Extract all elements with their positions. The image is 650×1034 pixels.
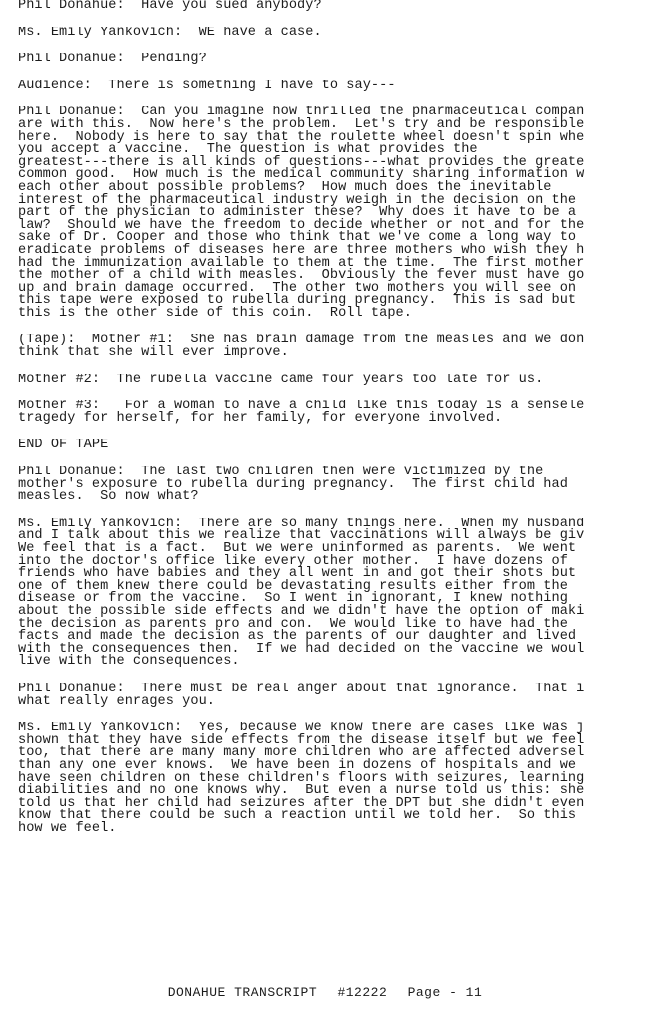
transcript-line: Ms. Emily Yankovich: WE have a case. bbox=[18, 26, 322, 40]
transcript-line: than any one ever knows. We have been in dozens of hospitals and we bbox=[18, 757, 577, 773]
transcript-line: friends who have babies and they all went in and got their shots but bbox=[18, 566, 577, 582]
transcript-paragraph bbox=[18, 80, 648, 93]
transcript-paragraph bbox=[18, 722, 648, 835]
transcript-line: shown that they have side effects from the disease itself but we feel bbox=[18, 732, 585, 748]
footer-title: DONAHUE TRANSCRIPT bbox=[167, 985, 318, 1000]
transcript-paragraph bbox=[18, 374, 648, 387]
transcript-line: Phil Donahue: There must be real anger about that ignorance. That i bbox=[18, 682, 585, 696]
transcript-line: We feel that is a fact. But we were uninformed as parents. We went bbox=[18, 541, 577, 556]
transcript-line: have seen children on these children's floors with seizures, learning bbox=[18, 770, 585, 786]
transcript-line: had the immunization available to them at the time. The first mother bbox=[18, 255, 585, 271]
transcript-line: here. Nobody is here to say that the roulette wheel doesn't spin whe bbox=[18, 129, 585, 145]
transcript-line: diabilities and no one knows why. But even a nurse told us this: she bbox=[18, 783, 585, 799]
page-footer bbox=[0, 985, 650, 1000]
transcript-body bbox=[18, 0, 648, 849]
transcript-line: measles. So now what? bbox=[18, 489, 199, 504]
transcript-line: told us that her child had seizures after the DPT but she didn't even bbox=[18, 795, 585, 811]
transcript-line: this is the other side of this coin. Roll tape. bbox=[18, 305, 412, 321]
transcript-line: (Tape): Mother #1: She has brain damage from the measles and we don bbox=[18, 334, 585, 348]
transcript-line: know that there could be such a reaction until we told her. So this bbox=[18, 808, 577, 824]
transcript-paragraph bbox=[18, 106, 648, 320]
transcript-line: live with the consequences. bbox=[18, 654, 240, 669]
transcript-line: Ms. Emily Yankovich: There are so many things here. When my husband bbox=[18, 517, 585, 531]
transcript-line: Phil Donahue: The last two children then were victimized by the bbox=[18, 466, 544, 480]
transcript-line: into the doctor's office like every other mother. I have dozens of bbox=[18, 553, 568, 569]
transcript-line: how we feel. bbox=[18, 820, 117, 836]
transcript-paragraph bbox=[18, 518, 648, 669]
footer-page-number: Page - 11 bbox=[407, 985, 483, 1000]
transcript-line: facts and made the decision as the parents of our daughter and lived bbox=[18, 629, 577, 645]
transcript-line: are with this. Now here's the problem. Let's try and be responsible bbox=[18, 116, 585, 132]
transcript-line: Phil Donahue: Pending? bbox=[18, 53, 207, 66]
transcript-line: about the possible side effects and we didn't have the option of maki bbox=[18, 603, 585, 619]
footer-transcript-number: #12222 bbox=[337, 985, 388, 1000]
transcript-paragraph bbox=[18, 439, 648, 452]
transcript-line: think that she will ever improve. bbox=[18, 345, 289, 360]
transcript-line: eradicate problems of diseases here are three mothers who wish they h bbox=[18, 242, 585, 258]
transcript-paragraph bbox=[18, 683, 648, 708]
transcript-line: you accept a vaccine. The question is what provides the bbox=[18, 142, 478, 158]
transcript-line: mother's exposure to rubella during pregnancy. The first child had bbox=[18, 476, 568, 492]
transcript-line: greatest---there is all kinds of questions---what provides the greate bbox=[18, 154, 585, 170]
transcript-line: part of the physician to administer these? Why does it have to be a bbox=[18, 205, 577, 221]
transcript-paragraph bbox=[18, 53, 648, 66]
transcript-line: the mother of a child with measles. Obviously the fever must have go bbox=[18, 268, 585, 284]
transcript-line: Mother #3: For a woman to have a child like this today is a sensele bbox=[18, 400, 585, 414]
transcript-line: Audience: There is something I have to say--- bbox=[18, 79, 396, 93]
transcript-line: this tape were exposed to rubella during pregnancy. This is sad but bbox=[18, 293, 577, 309]
transcript-line: Phil Donahue: Have you sued anybody? bbox=[18, 0, 322, 13]
transcript-line: disease or from the vaccine. So I went in ignorant, I knew nothing bbox=[18, 591, 568, 607]
transcript-line: Phil Donahue: Can you imagine how thrilled the pharmaceutical compan bbox=[18, 106, 585, 120]
transcript-line: what really enrages you. bbox=[18, 693, 215, 709]
transcript-line: one of them knew there could be devastating results either from the bbox=[18, 578, 568, 594]
transcript-paragraph bbox=[18, 334, 648, 359]
transcript-line: and I talk about this we realize that vaccinations will always be giv bbox=[18, 528, 585, 544]
transcript-paragraph bbox=[18, 0, 648, 13]
transcript-line: up and brain damage occurred. The other two mothers you will see on bbox=[18, 280, 577, 296]
transcript-paragraph bbox=[18, 27, 648, 40]
transcript-paragraph bbox=[18, 400, 648, 425]
transcript-line: sake of Dr. Cooper and those who think that we've come a long way to bbox=[18, 230, 577, 246]
transcript-line: common good. How much is the medical community sharing information w bbox=[18, 167, 585, 183]
transcript-line: each other about possible problems? How much does the inevitable bbox=[18, 179, 552, 195]
transcript-line: with the consequences then. If we had decided on the vaccine we woul bbox=[18, 641, 585, 657]
transcript-line: tragedy for herself, for her family, for everyone involved. bbox=[18, 410, 503, 426]
transcript-line: Mother #2: The rubella vaccine came four years too late for us. bbox=[18, 373, 544, 387]
transcript-line: the decision as parents pro and con. We would like to have had the bbox=[18, 616, 568, 632]
transcript-line: interest of the pharmaceutical industry weigh in the decision on the bbox=[18, 192, 577, 208]
transcript-line: Ms. Emily Yankovich: Yes, because we know there are cases like was j bbox=[18, 722, 585, 736]
transcript-line: law? Should we have the freedom to decide whether or not and for the bbox=[18, 217, 585, 233]
transcript-line: too, that there are many many more children who are affected adversel bbox=[18, 745, 585, 761]
transcript-paragraph bbox=[18, 466, 648, 504]
transcript-line: END OF TAPE bbox=[18, 439, 109, 453]
